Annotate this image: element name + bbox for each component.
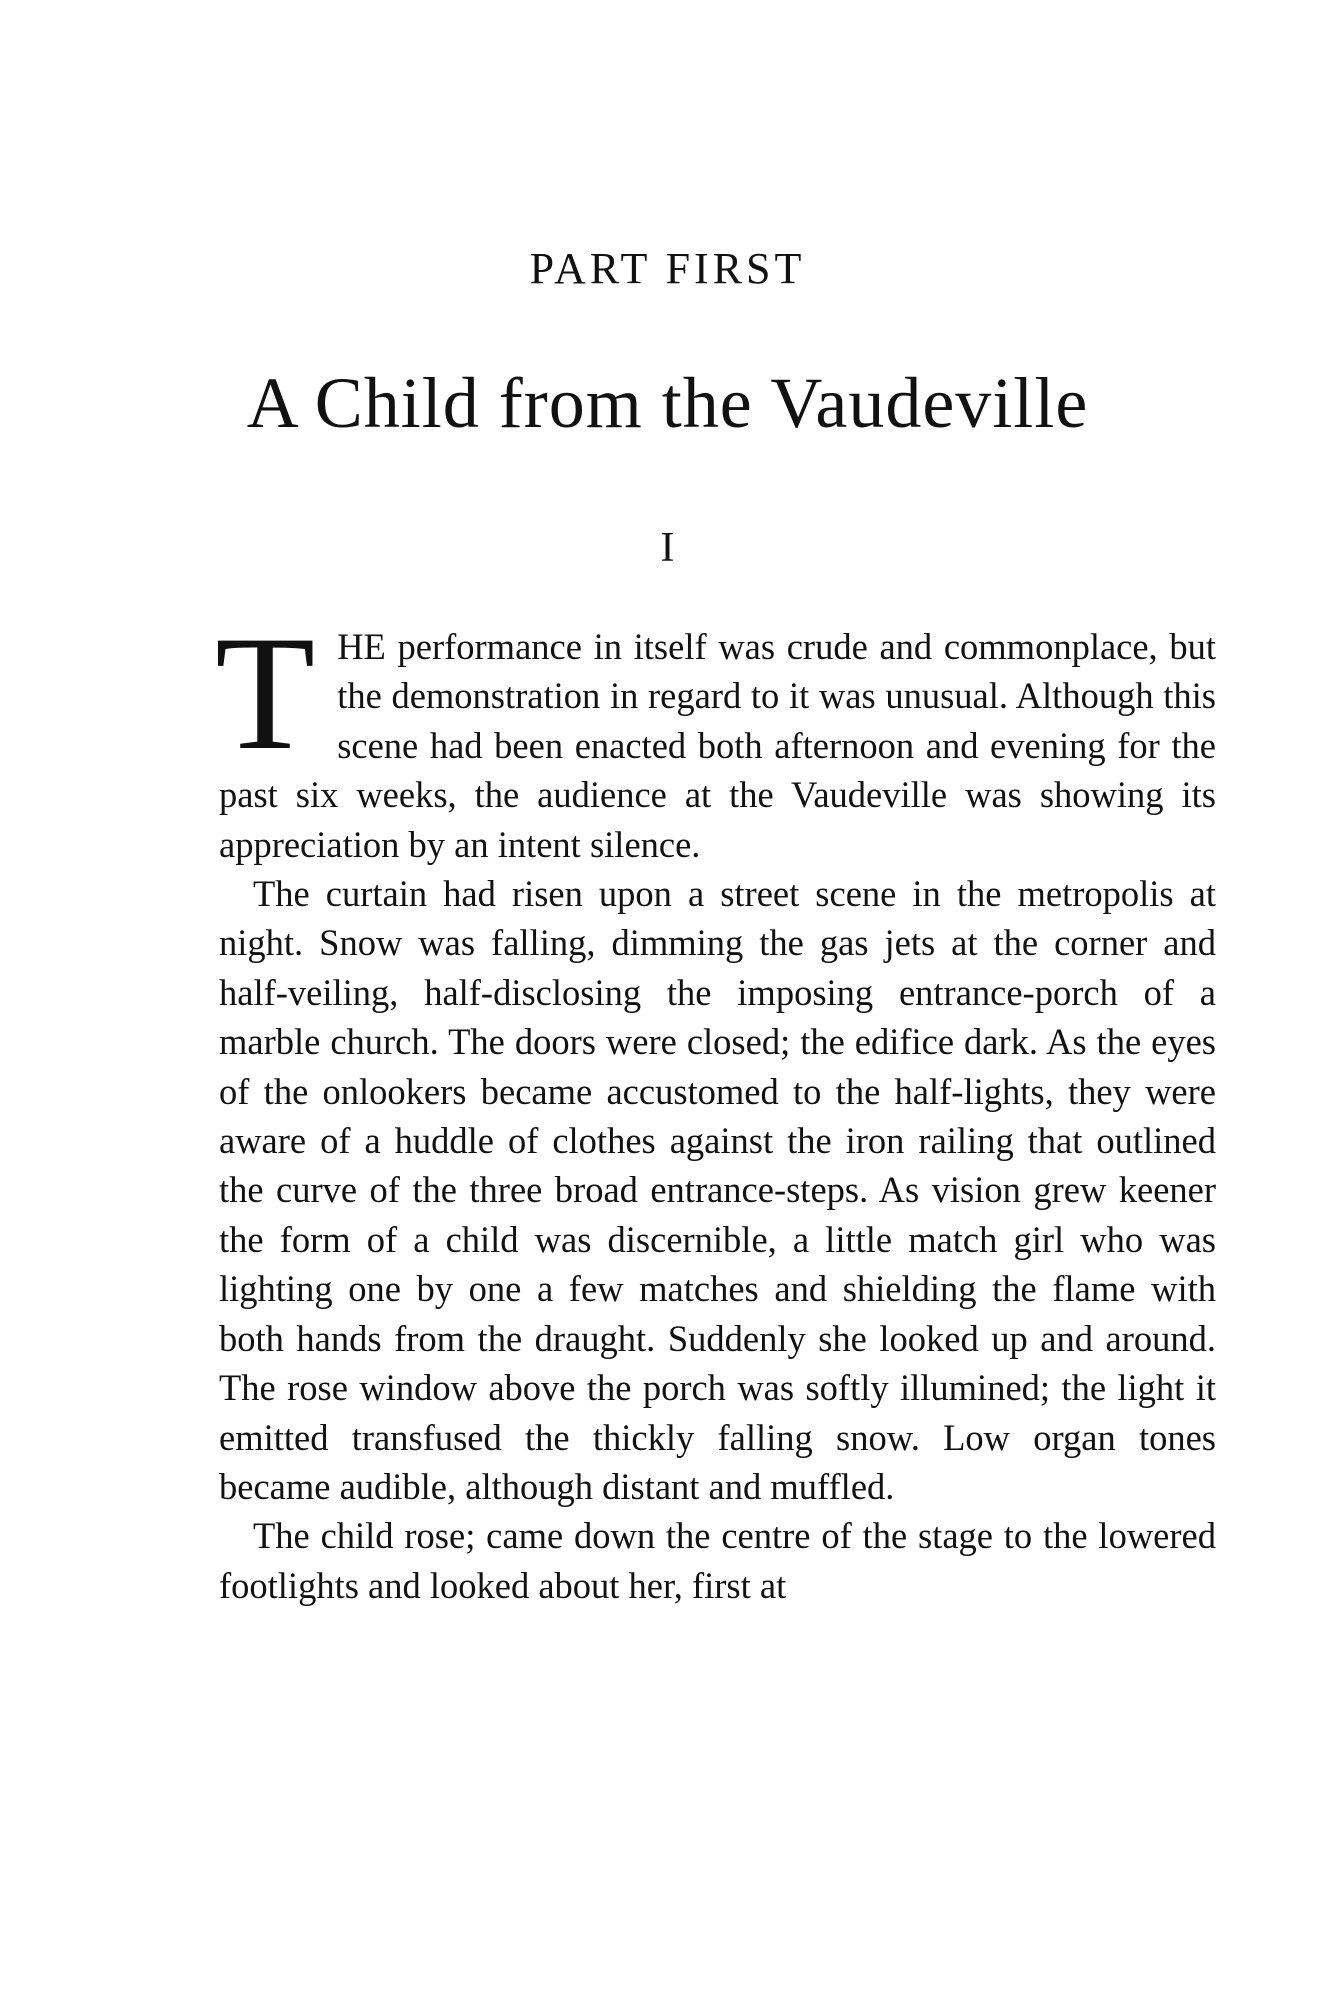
paragraph-2: The curtain had risen upon a street scene in the metropolis at night. Snow was falling, dimming the gas jets at the corner and half-veiling, half-disclosing the imposing entrance-porch of a marble church. The doors were closed; the edifice dark. As the eyes of the onlookers became accustomed to the half-lights, they were aware of a huddle of clothes against the iron railing that outlined the curve of the three broad entrance-steps. As vision grew keener the form of a child was discernible, a little match girl who was lighting one by one a few matches and shielding the flame with both hands from the draught. Suddenly she looked up and around. The rose window above the porch was softly illumined; the light it emitted transfused the thickly falling snow. Low organ tones became audible, although distant and muffled. (219, 873, 1216, 1507)
paragraph-3: The child rose; came down the centre of the stage to the lowered footlights and looked about her, first at (219, 1515, 1216, 1606)
drop-cap: T (215, 603, 316, 784)
section-number: I (660, 525, 675, 571)
part-heading: PART FIRST (529, 244, 806, 293)
body-text (215, 603, 1216, 1610)
paragraph-1 (215, 603, 1216, 869)
paragraph-1-text: HE performance in itself was crude and commonplace, but the demonstration in regard to it was unusual. Although this scene had been enacted both afternoon and evening for the past six weeks, the audience at the Vaudeville was showing its appreciation by an intent silence. (219, 626, 1216, 865)
chapter-title: A Child from the Vaudeville (246, 363, 1089, 443)
